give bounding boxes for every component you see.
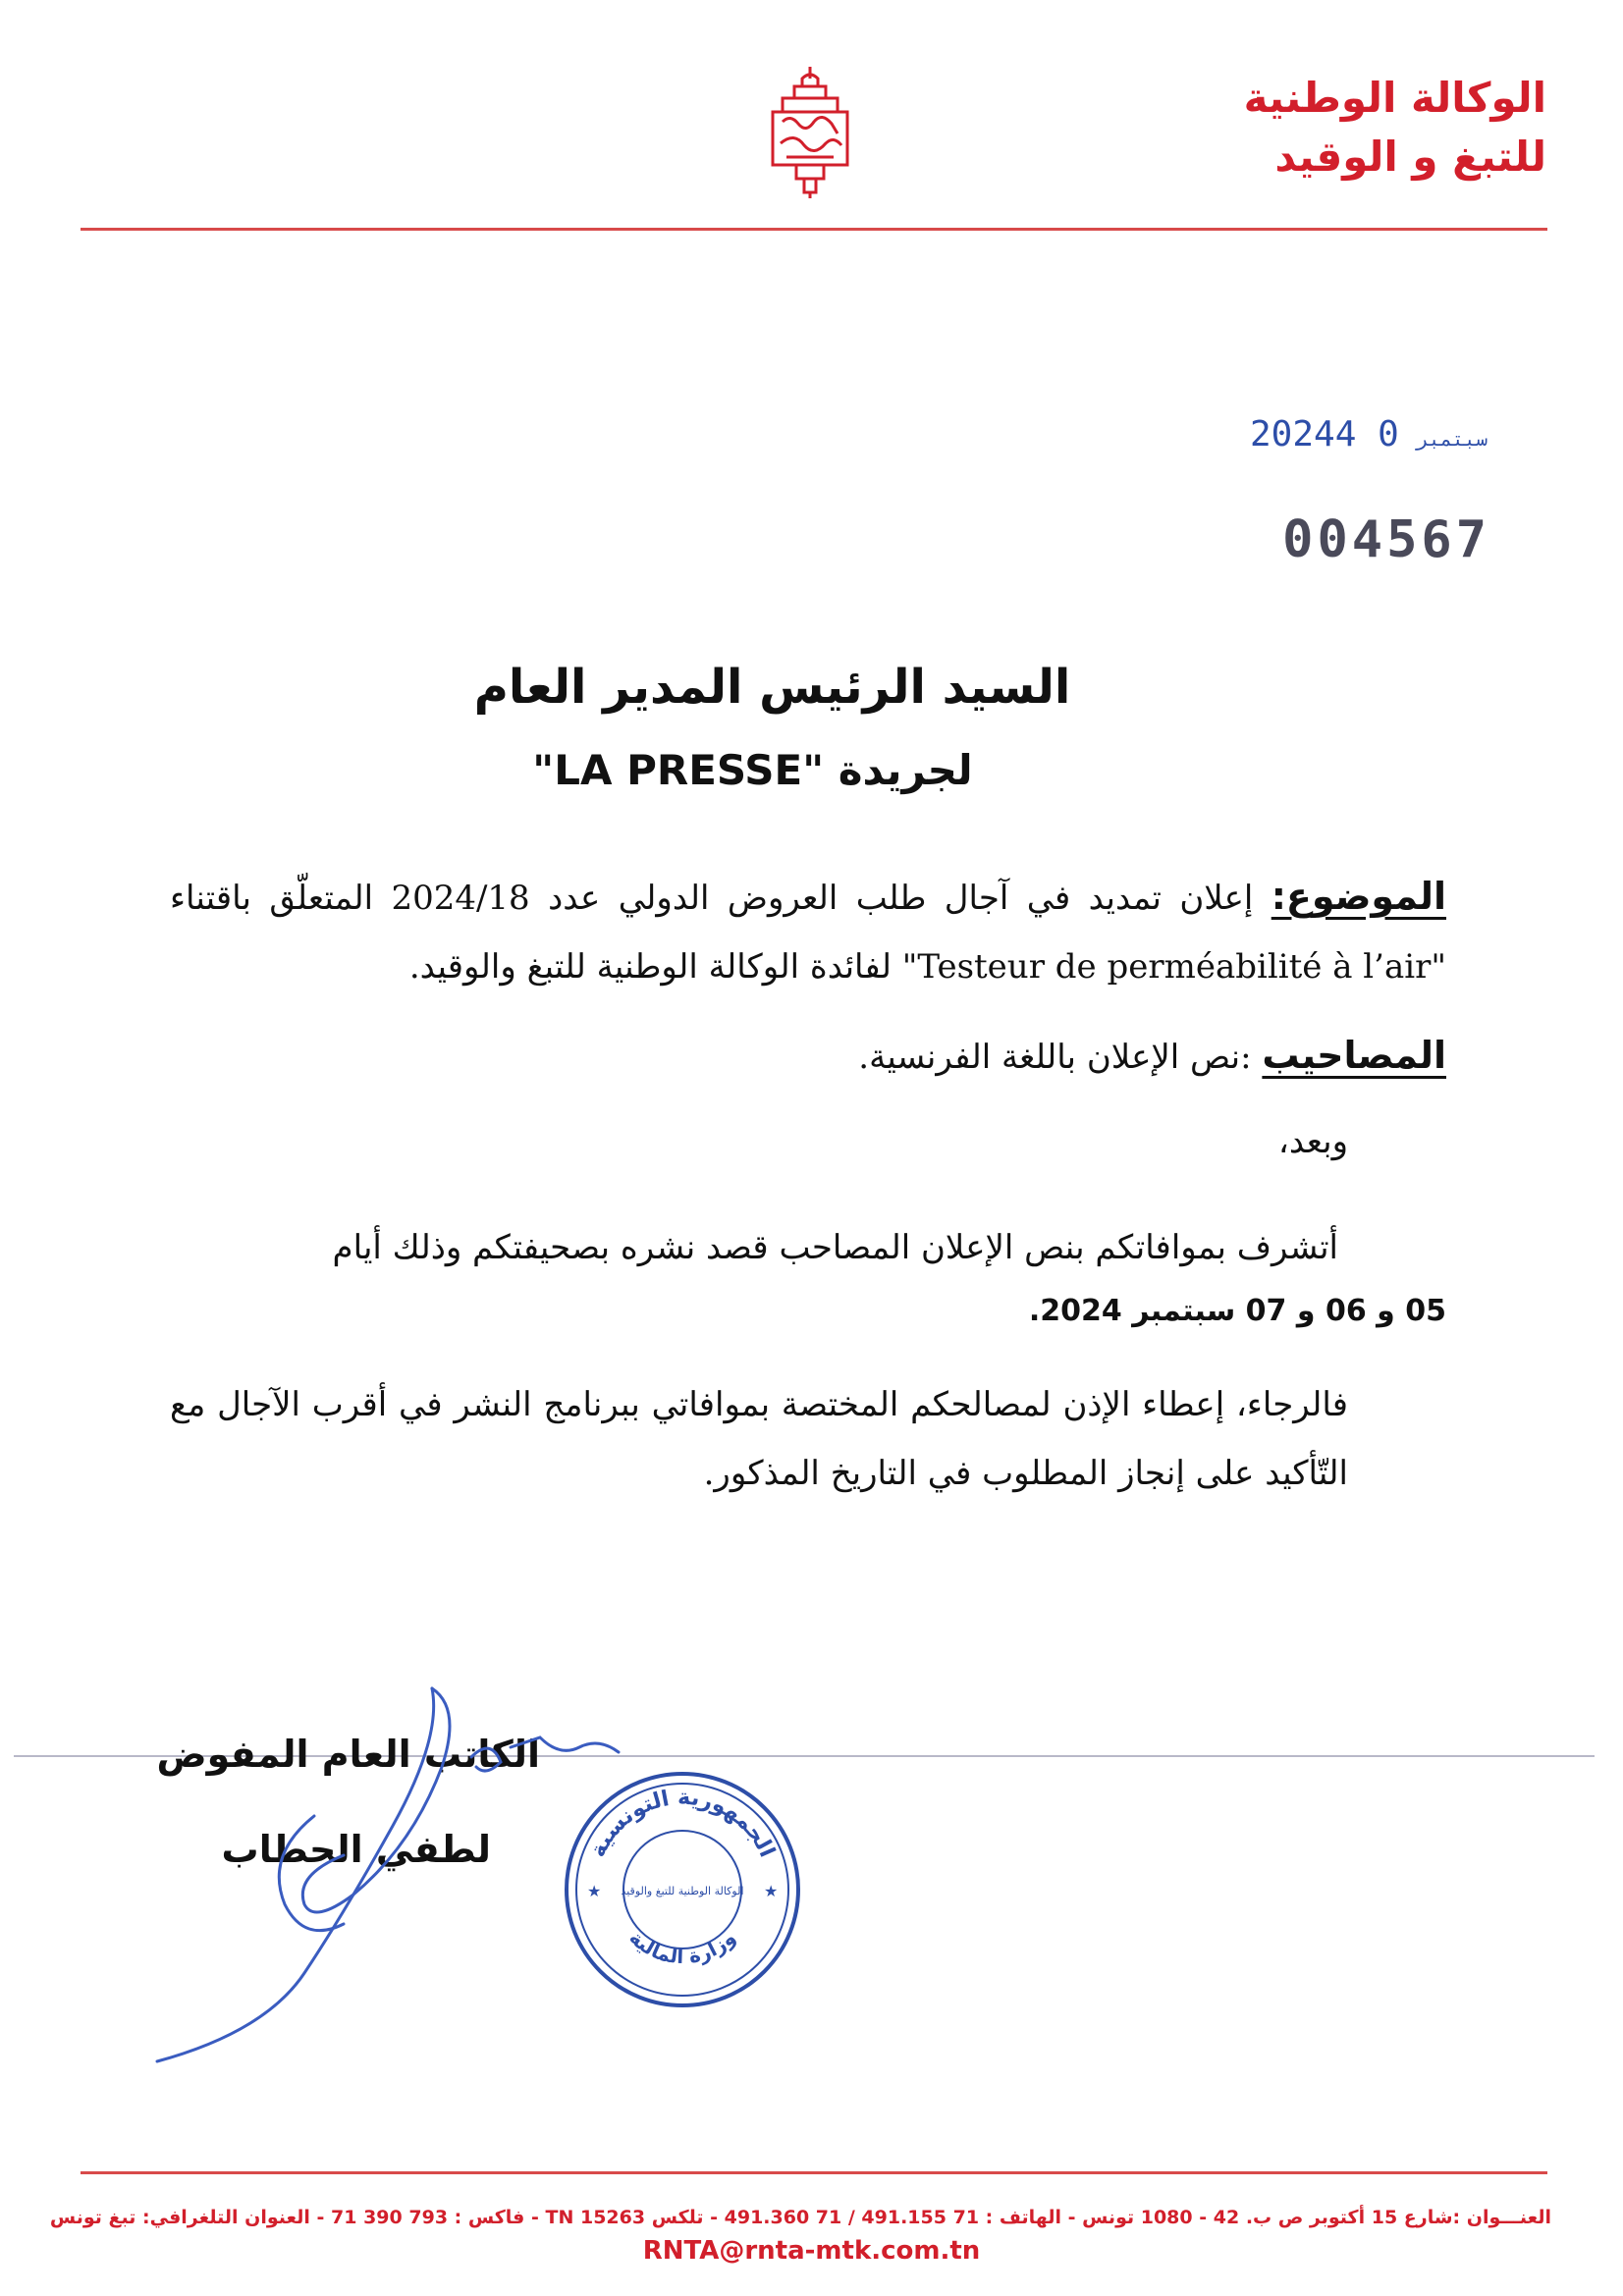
agency-name-line1: الوكالة الوطنية	[1243, 74, 1546, 122]
footer-address: العنـــوان :شارع 15 أكتوبر ص ب. 42 - 1080 تونس - الهاتف : 71 491.155 / 71 491.360 - تلكس 15263 TN - فاكس : 793 390 71 - العنوان التلغرافي: تبغ تونس	[49, 2207, 1551, 2228]
subject-block	[170, 862, 1446, 1001]
reference-number: 004567	[1282, 510, 1490, 569]
seal-inner-text: الوكالة الوطنية للتبغ والوقيد	[621, 1885, 744, 1897]
subject-text: إعلان تمديد في آجال طلب العروض الدولي عدد 2024/18 المتعلّق باقتناء "Testeur de perméabilité à l’air" لفائدة الوكالة الوطنية للتبغ والوقيد.	[170, 879, 1446, 987]
date-stamp	[1250, 414, 1505, 454]
svg-text:وزارة المالية	[624, 1926, 739, 1968]
official-seal	[560, 1767, 805, 2012]
signatory-title: الكاتب العام المفوض	[156, 1733, 540, 1776]
svg-text:★: ★	[587, 1882, 602, 1900]
date-year: 2024	[1249, 414, 1335, 454]
date-month: سبتمبر	[1416, 427, 1488, 451]
header-divider	[81, 228, 1547, 231]
greeting: وبعد،	[1277, 1122, 1348, 1161]
recipient-newspaper: لجريدة "LA PRESSE"	[532, 746, 973, 794]
attachment-block	[170, 1021, 1446, 1092]
footer-email: RNTA@rnta-mtk.com.tn	[642, 2236, 981, 2266]
paragraph-confirmation: فالرجاء، إعطاء الإذن لمصالحكم المختصة بموافاتي ببرنامج النشر في أقرب الآجال مع التّأكيد على إنجاز المطلوب في التاريخ المذكور.	[170, 1385, 1348, 1493]
seal-bottom-text: وزارة المالية	[624, 1925, 740, 1969]
agency-name	[1244, 69, 1546, 187]
attachment-text: :نص الإعلان باللغة الفرنسية.	[858, 1038, 1263, 1077]
seal-outer-text: الجمهورية التونسية	[585, 1785, 780, 1861]
agency-logo-icon	[761, 63, 859, 200]
signatory-name: لطفي الحطاب	[221, 1828, 491, 1871]
svg-text:★: ★	[764, 1882, 779, 1900]
recipient-title: السيد الرئيس المدير العام	[473, 660, 1071, 715]
paragraph-request: أتشرف بموافاتكم بنص الإعلان المصاحب قصد نشره بصحيفتكم وذلك أيام	[332, 1228, 1338, 1267]
publication-dates: 05 و 06 و 07 سبتمبر 2024.	[1028, 1294, 1446, 1328]
subject-label: الموضوع:	[1271, 875, 1447, 918]
date-day: 0 4	[1334, 414, 1399, 454]
agency-name-line2: للتبغ و الوقيد	[1274, 133, 1546, 181]
footer-divider	[81, 2171, 1547, 2174]
attachment-label: المصاحيب	[1262, 1034, 1446, 1077]
